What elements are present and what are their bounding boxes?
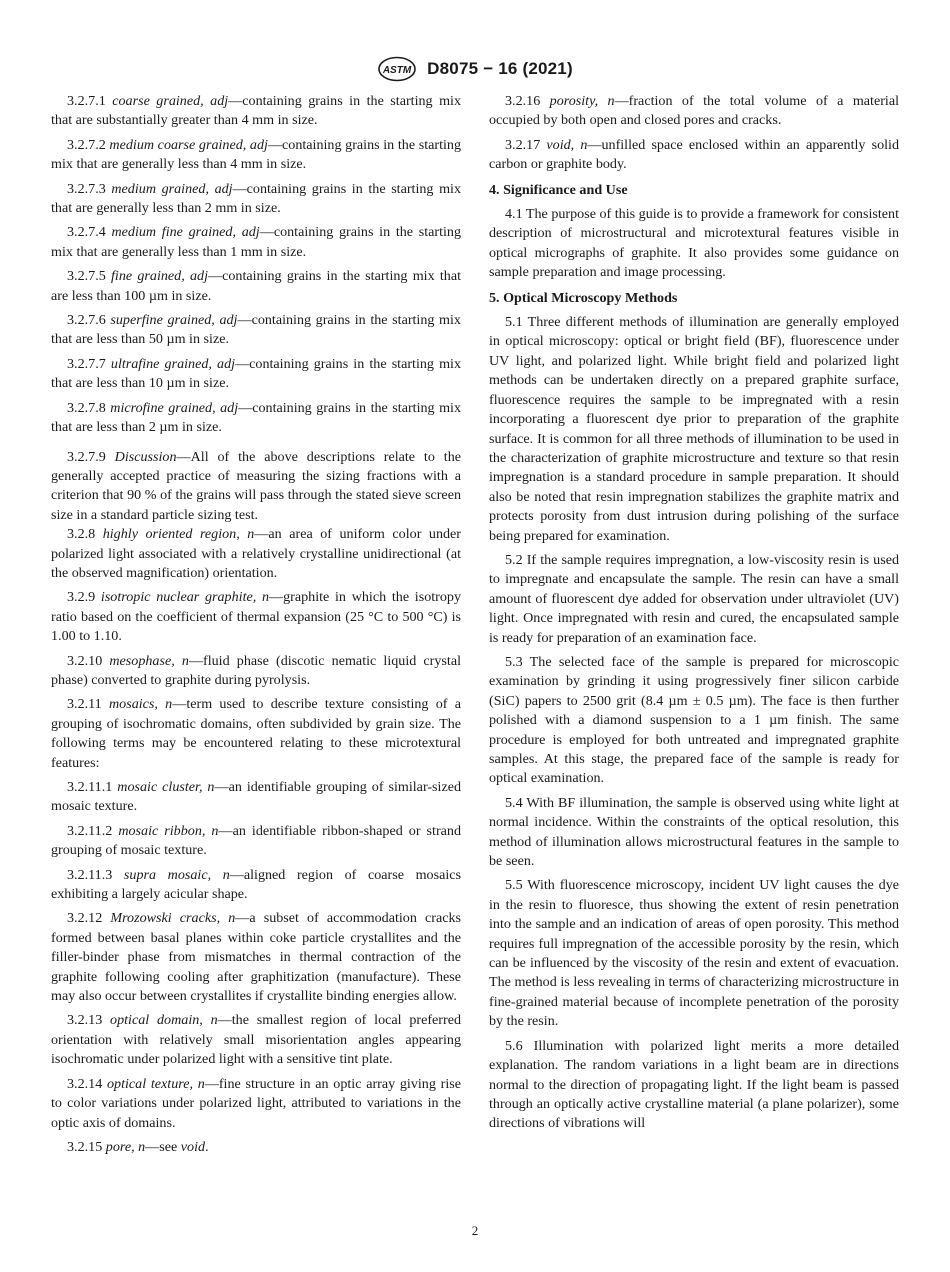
document-designation: D8075 − 16 (2021) <box>427 59 573 78</box>
definition-3-2-11: 3.2.11 mosaics, n—term used to describe texture consisting of a grouping of isochromatic domains, often subdivided by grain size. The following terms may be encountered relating to these microtextural features: <box>51 696 461 771</box>
left-column <box>51 92 461 1162</box>
definition-3-2-7-2: 3.2.7.2 medium coarse grained, adj—containing grains in the starting mix that are generally less than 4 mm in size. <box>51 136 461 173</box>
definition-3-2-7-1: 3.2.7.1 coarse grained, adj—containing grains in the starting mix that are substantially greater than 4 mm in size. <box>51 93 461 129</box>
definition-3-2-7-6: 3.2.7.6 superfine grained, adj—containing grains in the starting mix that are less than 50 µm in size. <box>51 312 461 348</box>
definition-3-2-7-5: 3.2.7.5 fine grained, adj—containing grains in the starting mix that are less than 100 µm in size. <box>51 268 462 304</box>
definition-3-2-15: 3.2.15 pore, n—see void. <box>67 1138 209 1155</box>
definition-3-2-14: 3.2.14 optical texture, n—fine structure in an optic array giving rise to color variations under polarized light, attributed to variations in the optic axis of domains. <box>51 1075 461 1131</box>
definition-3-2-7-3: 3.2.7.3 medium grained, adj—containing grains in the starting mix that are generally less than 2 mm in size. <box>51 180 461 217</box>
definition-3-2-11-1: 3.2.11.1 mosaic cluster, n—an identifiable grouping of similar-sized mosaic texture. <box>51 779 462 815</box>
definition-3-2-7-8: 3.2.7.8 microfine grained, adj—containing grains in the starting mix that are less than 2 µm in size. <box>51 399 461 436</box>
page-number: 2 <box>471 1223 479 1238</box>
astm-logo-icon <box>377 56 417 82</box>
section-5-heading: 5. Optical Microscopy Methods <box>489 289 678 306</box>
paragraph-5-2: 5.2 If the sample requires impregnation, a low-viscosity resin is used to impregnate and encapsulate the sample. The resin can have a small amount of fluorescent dye added for observation under ultraviolet (UV) light. Once impregnated with resin and cured, the encapsulated sample is ready for preparation of an examination face. <box>489 551 899 646</box>
paragraph-5-3: 5.3 The selected face of the sample is prepared for microscopic examination by grinding it using progressively finer silicon carbide (SiC) papers to 2500 grit (8.4 µm ± 0.5 µm). The face is then further polished with a diamond suspension to a 1 µm finish. The same procedure is employed for both untreated and impregnated graphite samples. At this stage, the prepared face of the sample is ready for optical examination. <box>489 653 899 787</box>
definition-3-2-8: 3.2.8 highly oriented region, n—an area of uniform color under polarized light associated with a relatively crystalline unidirectional (at the observed magnification) orientation. <box>51 526 461 581</box>
definition-3-2-9: 3.2.9 isotropic nuclear graphite, n—graphite in which the isotropy ratio based on the coefficient of thermal expansion (25 °C to 500 °C) is 1.00 to 1.10. <box>51 589 461 645</box>
paragraph-4-1: 4.1 The purpose of this guide is to provide a framework for consistent description of microstructural and microtextural features visible in optical micrographs of graphite. It also provides some guidance on sample preparation and image processing. <box>489 206 899 281</box>
cross-reference-void: void <box>180 1138 206 1155</box>
definition-3-2-16: 3.2.16 porosity, n—fraction of the total volume of a material occupied by both open and closed pores and cracks. <box>489 93 899 129</box>
paragraph-5-1: 5.1 Three different methods of illumination are generally employed in optical microscopy: optical or bright field (BF), fluorescence under UV light, and polarized light. While bright field and polarized light methods can be undertaken directly on a prepared graphite surface, fluorescence requires the sample to be impregnated with a resin incorporating a fluorescent dye prior to preparation of the graphite surface. It is common for all three methods of illumination to be used in the characterization of graphite microstructure and texture so that resin impregnation is a standard procedure in sample preparation. It should also be noted that resin impregnation stabilizes the graphite matrix and protects porosity from dust intrusion during polishing of the surface being prepared for examination. <box>489 314 899 544</box>
definition-3-2-7-4: 3.2.7.4 medium fine grained, adj—containing grains in the starting mix that are generally less than 1 mm in size. <box>51 224 462 260</box>
definition-3-2-13: 3.2.13 optical domain, n—the smallest region of local preferred orientation with relatively small misorientation angles appearing isochromatic under polarized light with a sensitive tint plate. <box>51 1012 461 1068</box>
definition-3-2-12: 3.2.12 Mrozowski cracks, n—a subset of accommodation cracks formed between basal planes within coke particle crystallites and the filler-binder phase from mismatches in thermal contraction of the graphite following cooling after graphitization (manufacture). These may also occur between crystallites if crystallite binding energies allow. <box>51 910 461 1005</box>
definition-3-2-10: 3.2.10 mesophase, n—fluid phase (discotic nematic liquid crystal phase) converted to graphite during pyrolysis. <box>51 652 461 688</box>
paragraph-5-5: 5.5 With fluorescence microscopy, incident UV light causes the dye in the resin to fluoresce, thus showing the extent of resin penetration into the sample and an indication of areas of open porosity. This method requires full impregnation of the accessible porosity by the resin, which can be influenced by the viscosity of the resin and extent of evacuation. The method is less revealing in terms of characterizing microstructure in fine-grained material because of incomplete penetration of the porosity by the resin. <box>489 877 899 1030</box>
svg-text:ASTM: ASTM <box>383 65 412 76</box>
paragraph-5-4: 5.4 With BF illumination, the sample is observed using white light at normal incidence. Within the constraints of the optical resolution, this method of illumination allows microstructural features in the sample to be seen. <box>489 794 899 870</box>
discussion-3-2-7-9: 3.2.7.9 Discussion—All of the above descriptions relate to the generally accepted practice of measuring the sizing fractions with a criterion that 90 % of the grains will pass through the stated sieve screen size in a standard particle sizing test. <box>51 448 461 523</box>
section-4-heading: 4. Significance and Use <box>489 181 628 198</box>
right-column <box>489 92 899 1139</box>
definition-3-2-11-2: 3.2.11.2 mosaic ribbon, n—an identifiable ribbon-shaped or strand grouping of mosaic texture. <box>51 822 461 859</box>
definition-3-2-17: 3.2.17 void, n—unfilled space enclosed within an apparently solid carbon or graphite body. <box>489 136 899 173</box>
definition-3-2-7-7: 3.2.7.7 ultrafine grained, adj—containing grains in the starting mix that are less than 10 µm in size. <box>51 355 462 392</box>
definition-3-2-11-3: 3.2.11.3 supra mosaic, n—aligned region of coarse mosaics exhibiting a largely acicular shape. <box>51 866 461 903</box>
paragraph-5-6: 5.6 Illumination with polarized light merits a more detailed explanation. The random variations in a light beam are in directions normal to the direction of propagating light. If the light beam is passed through an optically active crystalline material (a plane polarizer), some directions of vibrations will <box>489 1037 899 1132</box>
page-header <box>0 56 950 82</box>
